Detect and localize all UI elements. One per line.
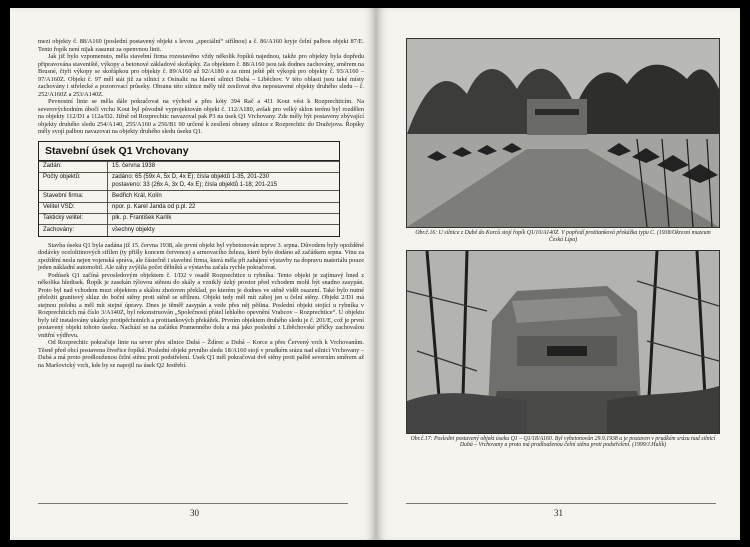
section-info-table — [39, 161, 339, 236]
book-spread — [10, 8, 740, 540]
photo-bunker-forest — [406, 250, 720, 434]
paragraph: Podúsek Q1 začíná prvosledovým objektem č. 1/D2 v osadě Rozprechtice u rybníka. Tento objekt je zajímavý hned z několika hledisek. Řopík je zasekán týlovou stěnou do skály a vzniklý úzký prostor před vchodem mohl být snadno zasypán. Proto byl nad vchodem mezi objektem a skálou zhotoven překlad, po kterém je dodnes ve stěně vidět osazení. Také bylo nutné přeložit granitový skluz do boční stěny proti stěně se střílnou. Objekt tedy měl mít záhoj jen u čelní stěny. Objekt 2/D1 má stejnou polohu a měl mít stejné úpravy. Dnes je těměř zasypán a vede přes něj pěšina. Poslední objekt stojící u rybníka v Rozprechticích má číslo 3/A140Z, byl rekonstruován „Společností přátel lehkého opevnění Vrabcov – Rozprechtice“. U objektu byly též instalovány ukázky protipěchotních a protitankových překážek. Prvním objektem druhého sledu je č. 201/E, což je první postavený objekt tohoto úseku. Nachází se na začátku Pramenného dolu a má jako poslední z Liběchovské příčky zachovalou vnitřní výdřevu. — [38, 271, 364, 339]
photo-bunker-roadside — [406, 38, 720, 228]
row-value: plk. p. František Karlík — [108, 213, 340, 224]
table-row — [39, 191, 339, 202]
paragraph: Stavba úseku Q1 byla zadána již 15. června 1938, ale první objekt byl vybetonován teprve 3. srpna. Důvodem byly opožděné dodávky ocelolitinových střílen (ty přišly koncem července) a armovacího železa, které bylo dodáno až začátkem srpna. Vinu za zpoždění nesla nejen vojenská správa, ale částečně i stavební firma, která měla při zahájení výstavby na dopravu materiálu pouze jeden nákladní automobil. Ale záhy zvýšila počet dělníků a výstavba začala rychle pokračovat. — [38, 241, 364, 272]
row-value: všechny objekty — [108, 225, 340, 236]
footer-rule — [406, 503, 716, 504]
photo-caption: Obr.č.17: Posledni postavený objekt úseku Q1 – Q1/18/A160. Byl vybetonován 29.9.1938 a je postaven v prudkém srázu nad silnicí Dubá – Vrchovany a proto má prodlouženou čelní stěnu proti podstřelení. (1999/J.Hulík) — [410, 435, 716, 449]
footer-rule — [38, 503, 348, 504]
paragraph: Pevnostní linie se měla dále pokračovat na východ a přes kóty 394 Rač a 411 Kout vést k Rozprechticím. Na severovýchodním úbočí vrchu Kout byl původně vyprojektován objekt č. 112/A180, avšak pro velký sklon terénu byl rozdělen na objekty 112/D1 a 112a/D2. Jižně od Rozprechtic navazoval pak P3 na úsek Q1 Vrchovany. Zde měly být postaveny zbývající objekty druhého sledu 254/A140, 255/A160 a 256/B1 90 určené k zesílení obrany silnice z Rozprechtic do Dražejova. Řopíky měly svojí palbou navazovat na objekty druhého sledu úseku Q1. — [38, 98, 364, 135]
paragraph: mezi objekty č. 88/A160 (poslední postavený objekt s levou „speciální“ střílnou) a č. 86/A160 kryje čelní palbou objekt 87/E. Tento řopík není nijak zasunut za openvnou linii. — [38, 38, 364, 53]
row-label: Počty objektů: — [39, 172, 108, 191]
row-label: Velitel VSD: — [39, 202, 108, 213]
photo-caption: Obr.č.16: U silnice z Dubé do Korců stojí řopík Q1/10/A140Z. V popředí protitanková překážka typu C. (1938/Okresní muzeum Česká Lípa) — [415, 230, 711, 243]
row-value: npor. p. Karel Janda od p.pl. 22 — [108, 202, 340, 213]
section-title: Stavební úsek Q1 Vrchovany — [39, 142, 339, 161]
page-number: 31 — [554, 508, 563, 518]
paragraph: Od Rozprechtic pokračuje linie na sever přes silnice Dubá – Ždírec a Dubá – Korce a přes Červený vrch k Vrchovanům. Těsně před obcí postavena čtveřice řopíků. Poslední objekt prvního sledu 18/A160 stojí v prudkém srázu nad silnicí Vrchovany – Dubá a má proto prodlouženou čelní stěnu proti podstřelení. Úsek Q1 měl pokračovat dvě stěny proti palbě severním směrem až na Maršovický vrch, kde by se napojil na úsek Q2 Jestřebí. — [38, 339, 364, 369]
row-label: Taktický velitel: — [39, 213, 108, 224]
table-row — [39, 172, 339, 191]
table-row — [39, 202, 339, 213]
table-row — [39, 225, 339, 236]
row-label: Zadán: — [39, 161, 108, 172]
row-label: Zachovány: — [39, 225, 108, 236]
row-value: 15. června 1938 — [108, 161, 340, 172]
table-row — [39, 161, 339, 172]
left-page — [10, 8, 376, 540]
section-info-box — [38, 141, 340, 237]
right-page — [376, 8, 740, 540]
page-number: 30 — [190, 508, 199, 518]
row-label: Stavební firma: — [39, 191, 108, 202]
row-value: Bedřich Král, Kolín — [108, 191, 340, 202]
row-value: zadáno: 65 (59x A, 5x D, 4x E); čísla objektů 1-35, 201-230 postaveno: 33 (26x A, 3x D, 4x E); čísla objektů 1-18; 201-215 — [108, 172, 340, 191]
paragraph: Jak již bylo vzpomenuto, měla stavební firma rozestavěno vždy několik řopíků najednou, takže pro objekty byla dopředu připravována staveniště, výkopy a betonové základové skořápky. Za objektem č. 88/A160 jsou tak dodnes zachovány, směrem na Brusné, čtyři výkopy se skořápkou pro objekty č. 89/A160 až 92/A180 a za nimi ještě pět výkopů pro objekty č. 93/A160 – 97/A160Z. Objekt č. 97 měl stát již za silnicí z Osinalic na hlavní silnici Dubá – Liběchov. V této oblasti jsou také místy zachovány i střelecké a pozorovací průseky. Obranu této silnice měly též zesilovat dva nepostavené objekty druhého sledu – č. 252/A160Z a 253/A140Z. — [38, 53, 364, 98]
table-row — [39, 213, 339, 224]
